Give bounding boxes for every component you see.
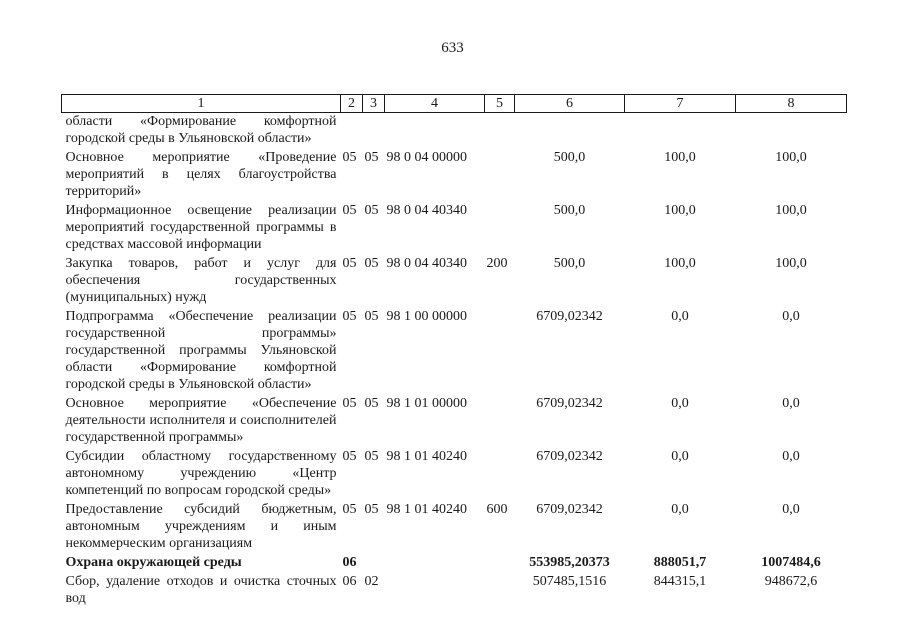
cell-subsection: 02: [364, 574, 379, 589]
cell-expense-type: [485, 113, 515, 150]
cell-amount-1: 6709,02342: [536, 396, 603, 411]
table-row: [62, 308, 847, 395]
table-header-row: [62, 95, 847, 113]
cell-amount-2: 100,0: [664, 150, 696, 165]
column-header-name: 1: [62, 95, 341, 113]
cell-amount-2: 100,0: [664, 203, 696, 218]
column-header-subsection: 3: [363, 95, 385, 113]
cell-name: Подпрограмма «Обеспечение реализации государственной программы» государственной программы Ульяновской области «Формирование комфортной городской среды в Ульяновской области»: [65, 309, 337, 392]
cell-subsection: 05: [364, 203, 379, 218]
cell-target-article: 98 1 00 00000: [386, 309, 467, 324]
cell-amount-3: 0,0: [782, 449, 800, 464]
cell-target-article: 98 1 01 40240: [386, 502, 467, 517]
page-number: 633: [441, 40, 464, 56]
cell-amount-3: 0,0: [782, 396, 800, 411]
cell-target-article: 98 1 01 00000: [386, 396, 467, 411]
column-header-expense-type: 5: [485, 95, 515, 113]
cell-target-article: 98 0 04 00000: [386, 150, 467, 165]
table-row: [62, 149, 847, 202]
table-row: [62, 255, 847, 308]
table-row: [62, 395, 847, 448]
cell-amount-3: 100,0: [775, 203, 807, 218]
cell-name: Предоставление субсидий бюджетным, автономным учреждениям и иным некоммерческим организациям: [65, 502, 337, 551]
cell-target-article: [385, 554, 485, 573]
cell-amount-3: 100,0: [775, 150, 807, 165]
cell-name: Сбор, удаление отходов и очистка сточных вод: [65, 574, 337, 606]
cell-target-article: [385, 113, 485, 150]
cell-amount-1: 6709,02342: [536, 309, 603, 324]
table-row: [62, 573, 847, 609]
cell-section: 05: [342, 256, 357, 271]
cell-expense-type: [485, 448, 515, 501]
cell-expense-type: [485, 149, 515, 202]
cell-amount-1: 500,0: [553, 150, 586, 165]
cell-subsection: 05: [364, 449, 379, 464]
cell-name: области «Формирование комфортной городской среды в Ульяновской области»: [65, 114, 337, 146]
cell-section: 05: [342, 449, 357, 464]
cell-amount-2: 0,0: [671, 449, 689, 464]
cell-expense-type: [485, 308, 515, 395]
table-row: [62, 113, 847, 150]
column-header-target-article: 4: [385, 95, 485, 113]
cell-section: 05: [342, 309, 357, 324]
cell-name: Информационное освещение реализации мероприятий государственной программы в средствах массовой информации: [65, 203, 337, 252]
cell-section: 06: [342, 574, 357, 589]
cell-amount-3: 100,0: [775, 256, 807, 271]
cell-section: 05: [342, 502, 357, 517]
table-row: [62, 448, 847, 501]
cell-subsection: 05: [364, 502, 379, 517]
cell-amount-1: 6709,02342: [536, 449, 603, 464]
cell-amount-3: 948672,6: [764, 574, 818, 589]
cell-amount-2: 844315,1: [653, 574, 707, 589]
cell-section: 06: [342, 555, 357, 570]
cell-name: Закупка товаров, работ и услуг для обеспечения государственных (муниципальных) нужд: [65, 256, 337, 305]
cell-name: Основное мероприятие «Обеспечение деятельности исполнителя и соисполнителей государственной программы»: [65, 396, 337, 445]
cell-name: Основное мероприятие «Проведение мероприятий в целях благоустройства территорий»: [65, 150, 337, 199]
cell-amount-1: 507485,1516: [532, 574, 607, 589]
column-header-section: 2: [341, 95, 363, 113]
cell-subsection: 05: [364, 256, 379, 271]
table-row: [62, 202, 847, 255]
cell-section: 05: [342, 150, 357, 165]
cell-expense-type: 600: [486, 502, 508, 517]
cell-amount-1: 6709,02342: [536, 502, 603, 517]
cell-section: 05: [342, 396, 357, 411]
column-header-amount-2: 7: [625, 95, 736, 113]
cell-subsection: 05: [364, 309, 379, 324]
cell-subsection: [363, 554, 385, 573]
cell-subsection: 05: [364, 150, 379, 165]
cell-amount-3: [736, 113, 847, 150]
cell-name: Субсидии областному государственному автономному учреждению «Центр компетенций по вопросам городской среды»: [65, 449, 337, 498]
cell-amount-3: 1007484,6: [761, 555, 821, 570]
cell-amount-1: 500,0: [553, 256, 586, 271]
cell-amount-2: 0,0: [671, 396, 689, 411]
column-header-amount-1: 6: [515, 95, 625, 113]
table-row: [62, 554, 847, 573]
cell-amount-2: [625, 113, 736, 150]
cell-target-article: 98 1 01 40240: [386, 449, 467, 464]
cell-amount-2: 100,0: [664, 256, 696, 271]
cell-subsection: 05: [364, 396, 379, 411]
cell-section: [341, 113, 363, 150]
budget-table: [61, 94, 847, 609]
cell-target-article: [385, 573, 485, 609]
cell-amount-3: 0,0: [782, 309, 800, 324]
cell-amount-1: 500,0: [553, 203, 586, 218]
column-header-amount-3: 8: [736, 95, 847, 113]
cell-name: Охрана окружающей среды: [65, 555, 242, 570]
table-row: [62, 501, 847, 554]
cell-target-article: 98 0 04 40340: [386, 203, 467, 218]
cell-expense-type: [485, 573, 515, 609]
cell-amount-3: 0,0: [782, 502, 800, 517]
cell-expense-type: [485, 554, 515, 573]
cell-section: 05: [342, 203, 357, 218]
cell-amount-1: 553985,20373: [529, 555, 610, 570]
cell-amount-2: 0,0: [671, 309, 689, 324]
cell-expense-type: [485, 202, 515, 255]
cell-subsection: [363, 113, 385, 150]
cell-amount-2: 0,0: [671, 502, 689, 517]
table-body: [62, 113, 847, 610]
cell-amount-1: [515, 113, 625, 150]
cell-expense-type: 200: [486, 256, 508, 271]
cell-target-article: 98 0 04 40340: [386, 256, 467, 271]
cell-amount-2: 888051,7: [653, 555, 707, 570]
cell-expense-type: [485, 395, 515, 448]
